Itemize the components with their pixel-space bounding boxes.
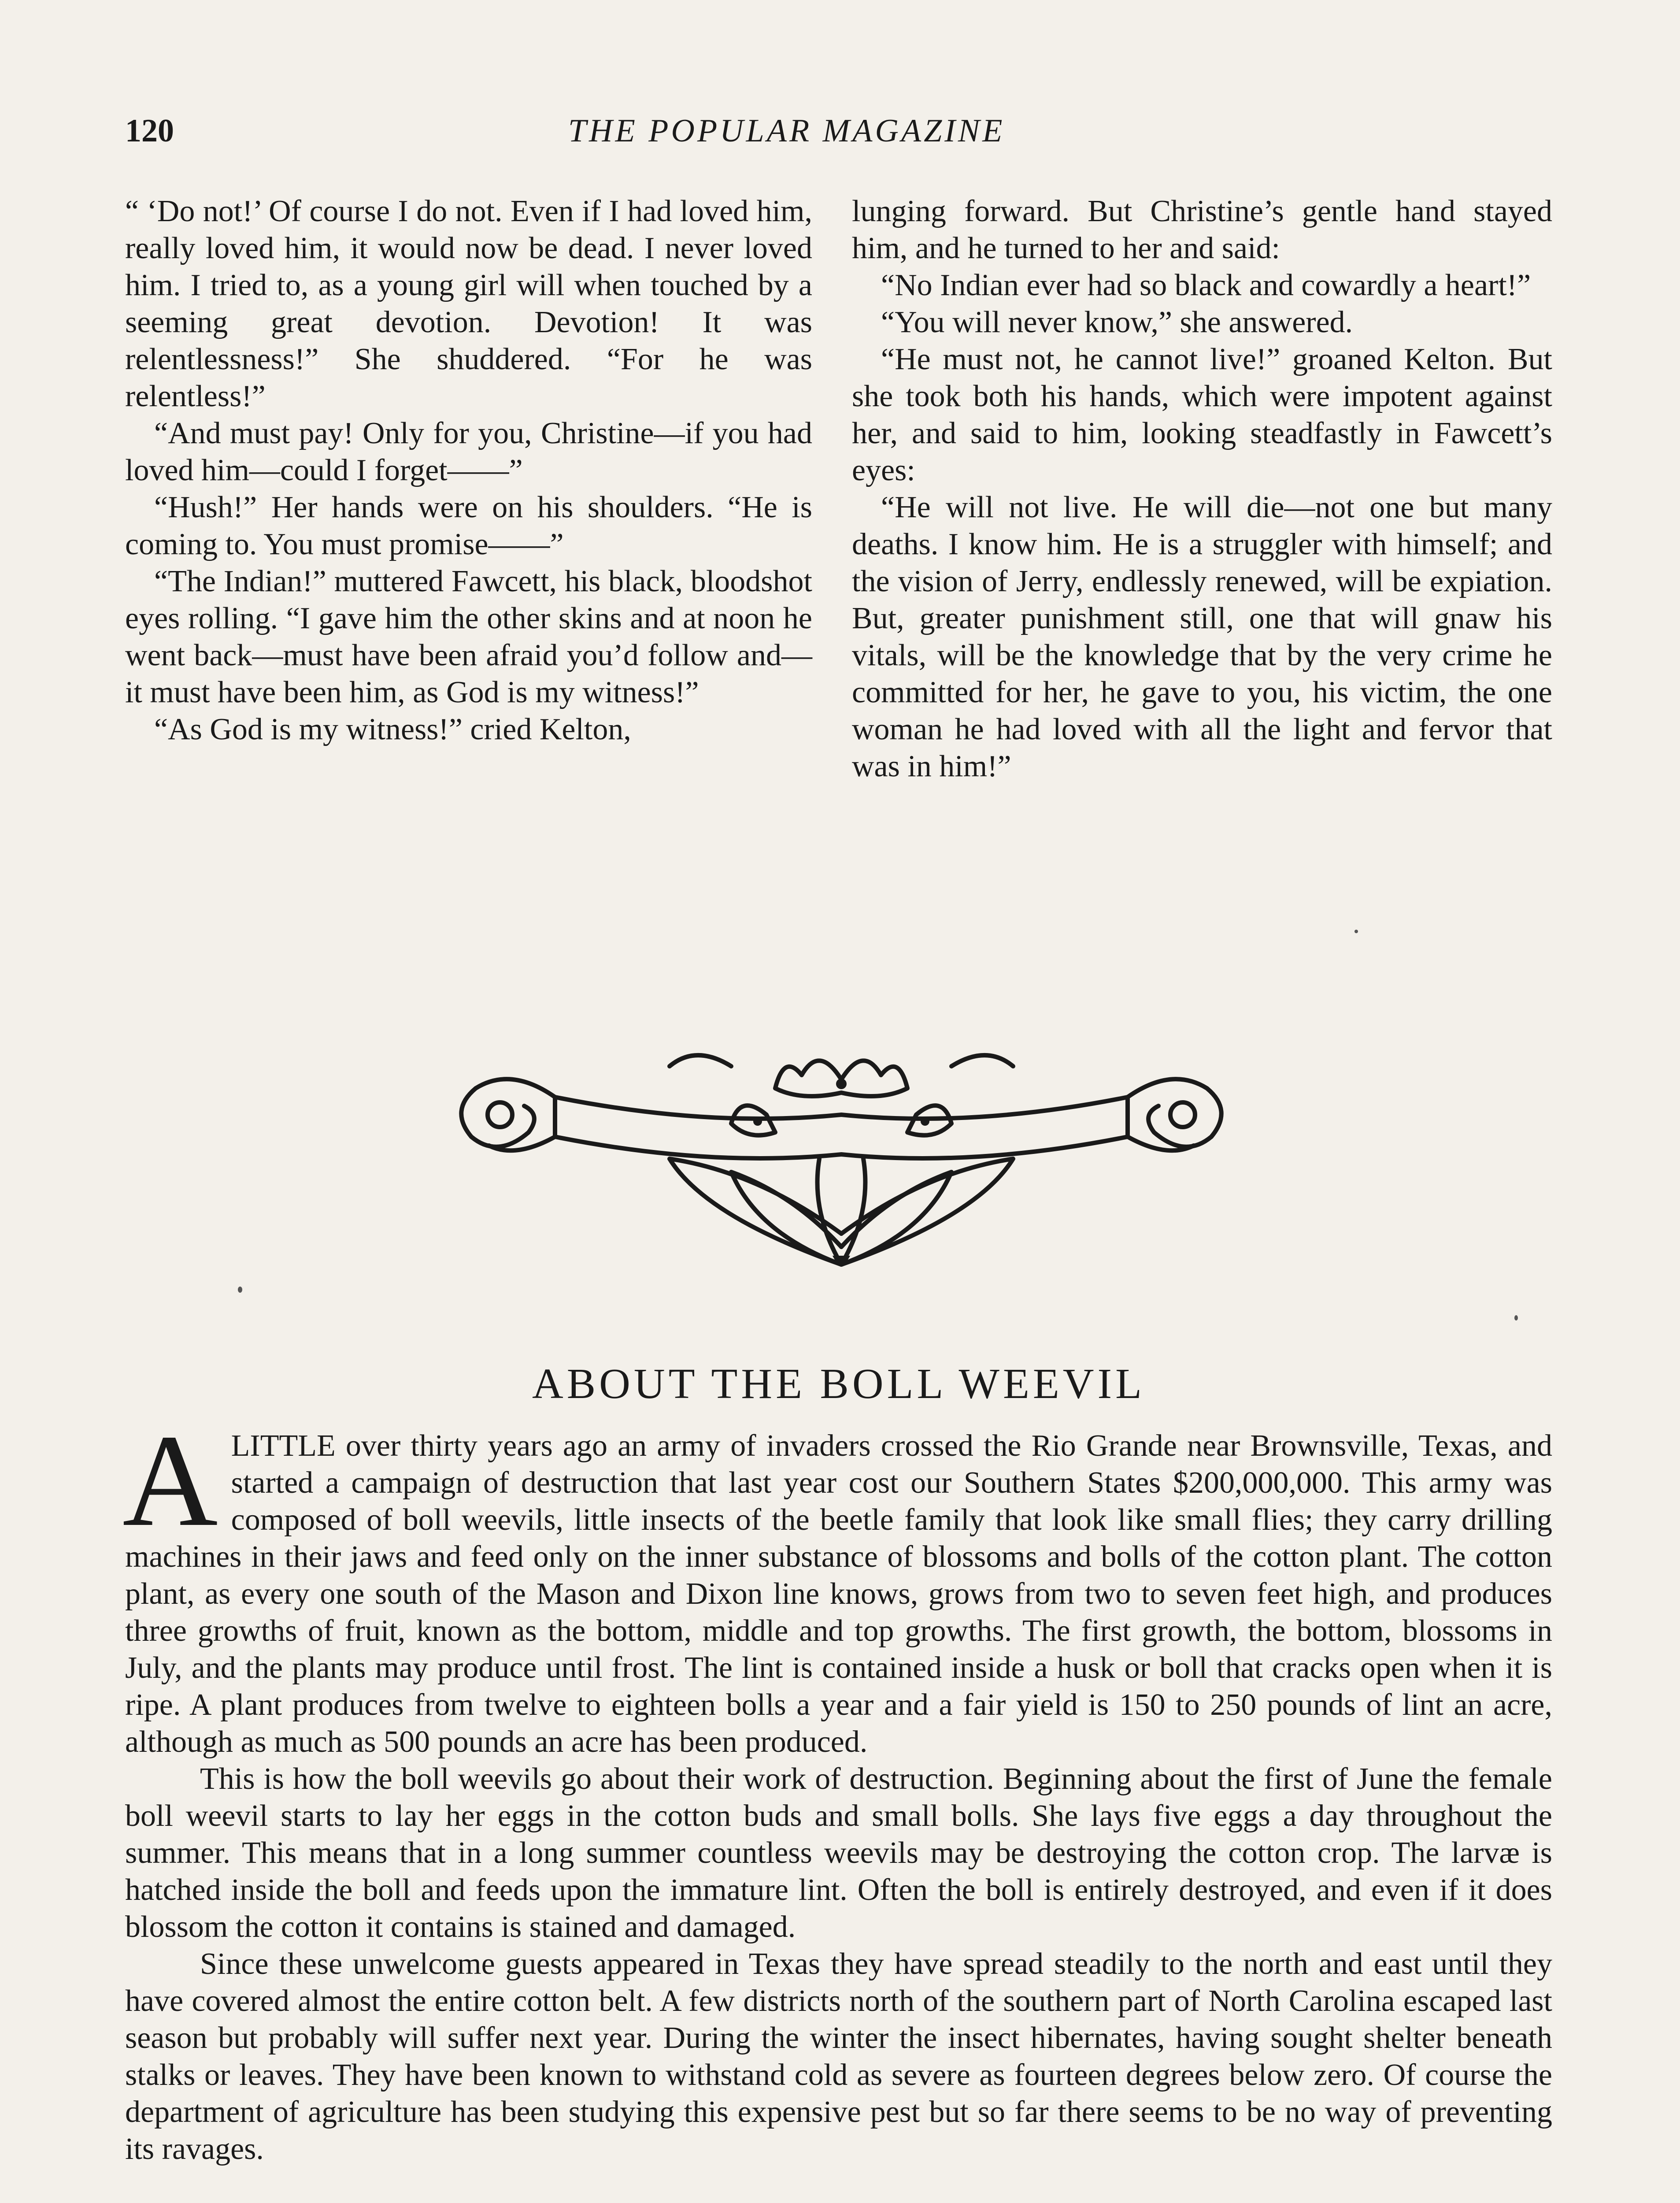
story-paragraph: “And must pay! Only for you, Christine—if you had loved him—could I forget——” [125,416,812,487]
story-paragraph: “Hush!” Her hands were on his shoulders. “He is coming to. You must promise——” [125,490,812,561]
article-first-paragraph-text: LITTLE over thirty years ago an army of invaders crossed the Rio Grande near Brownsville, Texas, and started a campaign of destruction that last year cost our Southern States $200,000,000. This army was composed of boll weevils, little insects of the beetle family that look like small flies; they carry drilling machines in their jaws and feed only on the inner substance of blossoms and bolls of the cotton plant. The cotton plant, as every one south of the Mason and Dixon line knows, grows from two to seven feet high, and produces three growths of fruit, known as the bottom, middle and top growths. The first growth, the bottom, blossoms in July, and the plants may produce until frost. The lint is contained inside a husk or boll that cracks open when it is ripe. A plant produces from twelve to eighteen bolls a year and a fair yield is 150 to 250 pounds of lint an acre, although as much as 500 pounds an acre has been produced. [125,1429,1552,1759]
running-title: THE POPULAR MAGAZINE [568,113,1005,149]
article-paragraph: Since these unwelcome guests appeared in Texas they have spread steadily to the north and east until they have covered almost the entire cotton belt. A few districts north of the southern part of North Carolina escaped last season but probably will suffer next year. During the winter the insect hibernates, having sought shelter beneath stalks or leaves. They have been known to withstand cold as severe as fourteen degrees below zero. Of course the department of agriculture has been studying this expensive pest but so far there seems to be no way of preventing its ravages. [125,1947,1552,2166]
story-left-column [125,193,812,748]
page-number: 120 [125,113,174,149]
article-body [122,1407,1552,2168]
story-paragraph: “He will not live. He will die—not one but many deaths. I know him. He is a struggler with himself; and the vision of Jerry, endlessly renewed, will be expiation. But, greater punishment still, one that will gnaw his vitals, will be the knowledge that by the very crime he committed for her, he gave to you, his victim, the one woman he had loved with all the light and fervor that was in him!” [852,490,1552,783]
article-title: ABOUT THE BOLL WEEVIL [532,1360,1145,1408]
story-paragraph: lunging forward. But Christine’s gentle hand stayed him, and he turned to her and said: [852,194,1552,265]
story-paragraph: “ ‘Do not!’ Of course I do not. Even if I had loved him, really loved him, it would now be dead. I never loved him. I tried to, as a young girl will when touched by a seeming great devotion. Devotion! It was relentlessness!” She shuddered. “For he was relentless!” [125,194,812,413]
paper-speck [1514,1315,1518,1320]
drop-cap: A [122,1407,218,1554]
story-paragraph: “The Indian!” muttered Fawcett, his black, bloodshot eyes rolling. “I gave him the other skins and at noon he went back—must have been afraid you’d follow and—it must have been him, as God is my witness!” [125,564,812,709]
article-paragraph: This is how the boll weevils go about their work of destruction. Beginning about the first of June the female boll weevil starts to lay her eggs in the cotton buds and small bolls. She lays five eggs a day throughout the summer. This means that in a long summer countless weevils may be destroying the cotton crop. The larvæ is hatched inside the boll and feeds upon the immature lint. Often the boll is entirely destroyed, and even if it does blossom the cotton it contains is stained and damaged. [125,1762,1552,1944]
floral-ornament [423,1027,1260,1273]
paper-speck [238,1287,242,1293]
story-paragraph: “As God is my witness!” cried Kelton, [154,712,631,746]
paper-speck [1354,930,1358,933]
story-paragraph: “He must not, he cannot live!” groaned Kelton. But she took both his hands, which were impotent against her, and said to him, looking steadfastly in Fawcett’s eyes: [852,342,1552,487]
article-paragraph [122,1407,1552,1761]
story-paragraph: “No Indian ever had so black and cowardly a heart!” [881,268,1531,302]
story-right-column [852,193,1552,785]
story-paragraph: “You will never know,” she answered. [881,305,1353,339]
